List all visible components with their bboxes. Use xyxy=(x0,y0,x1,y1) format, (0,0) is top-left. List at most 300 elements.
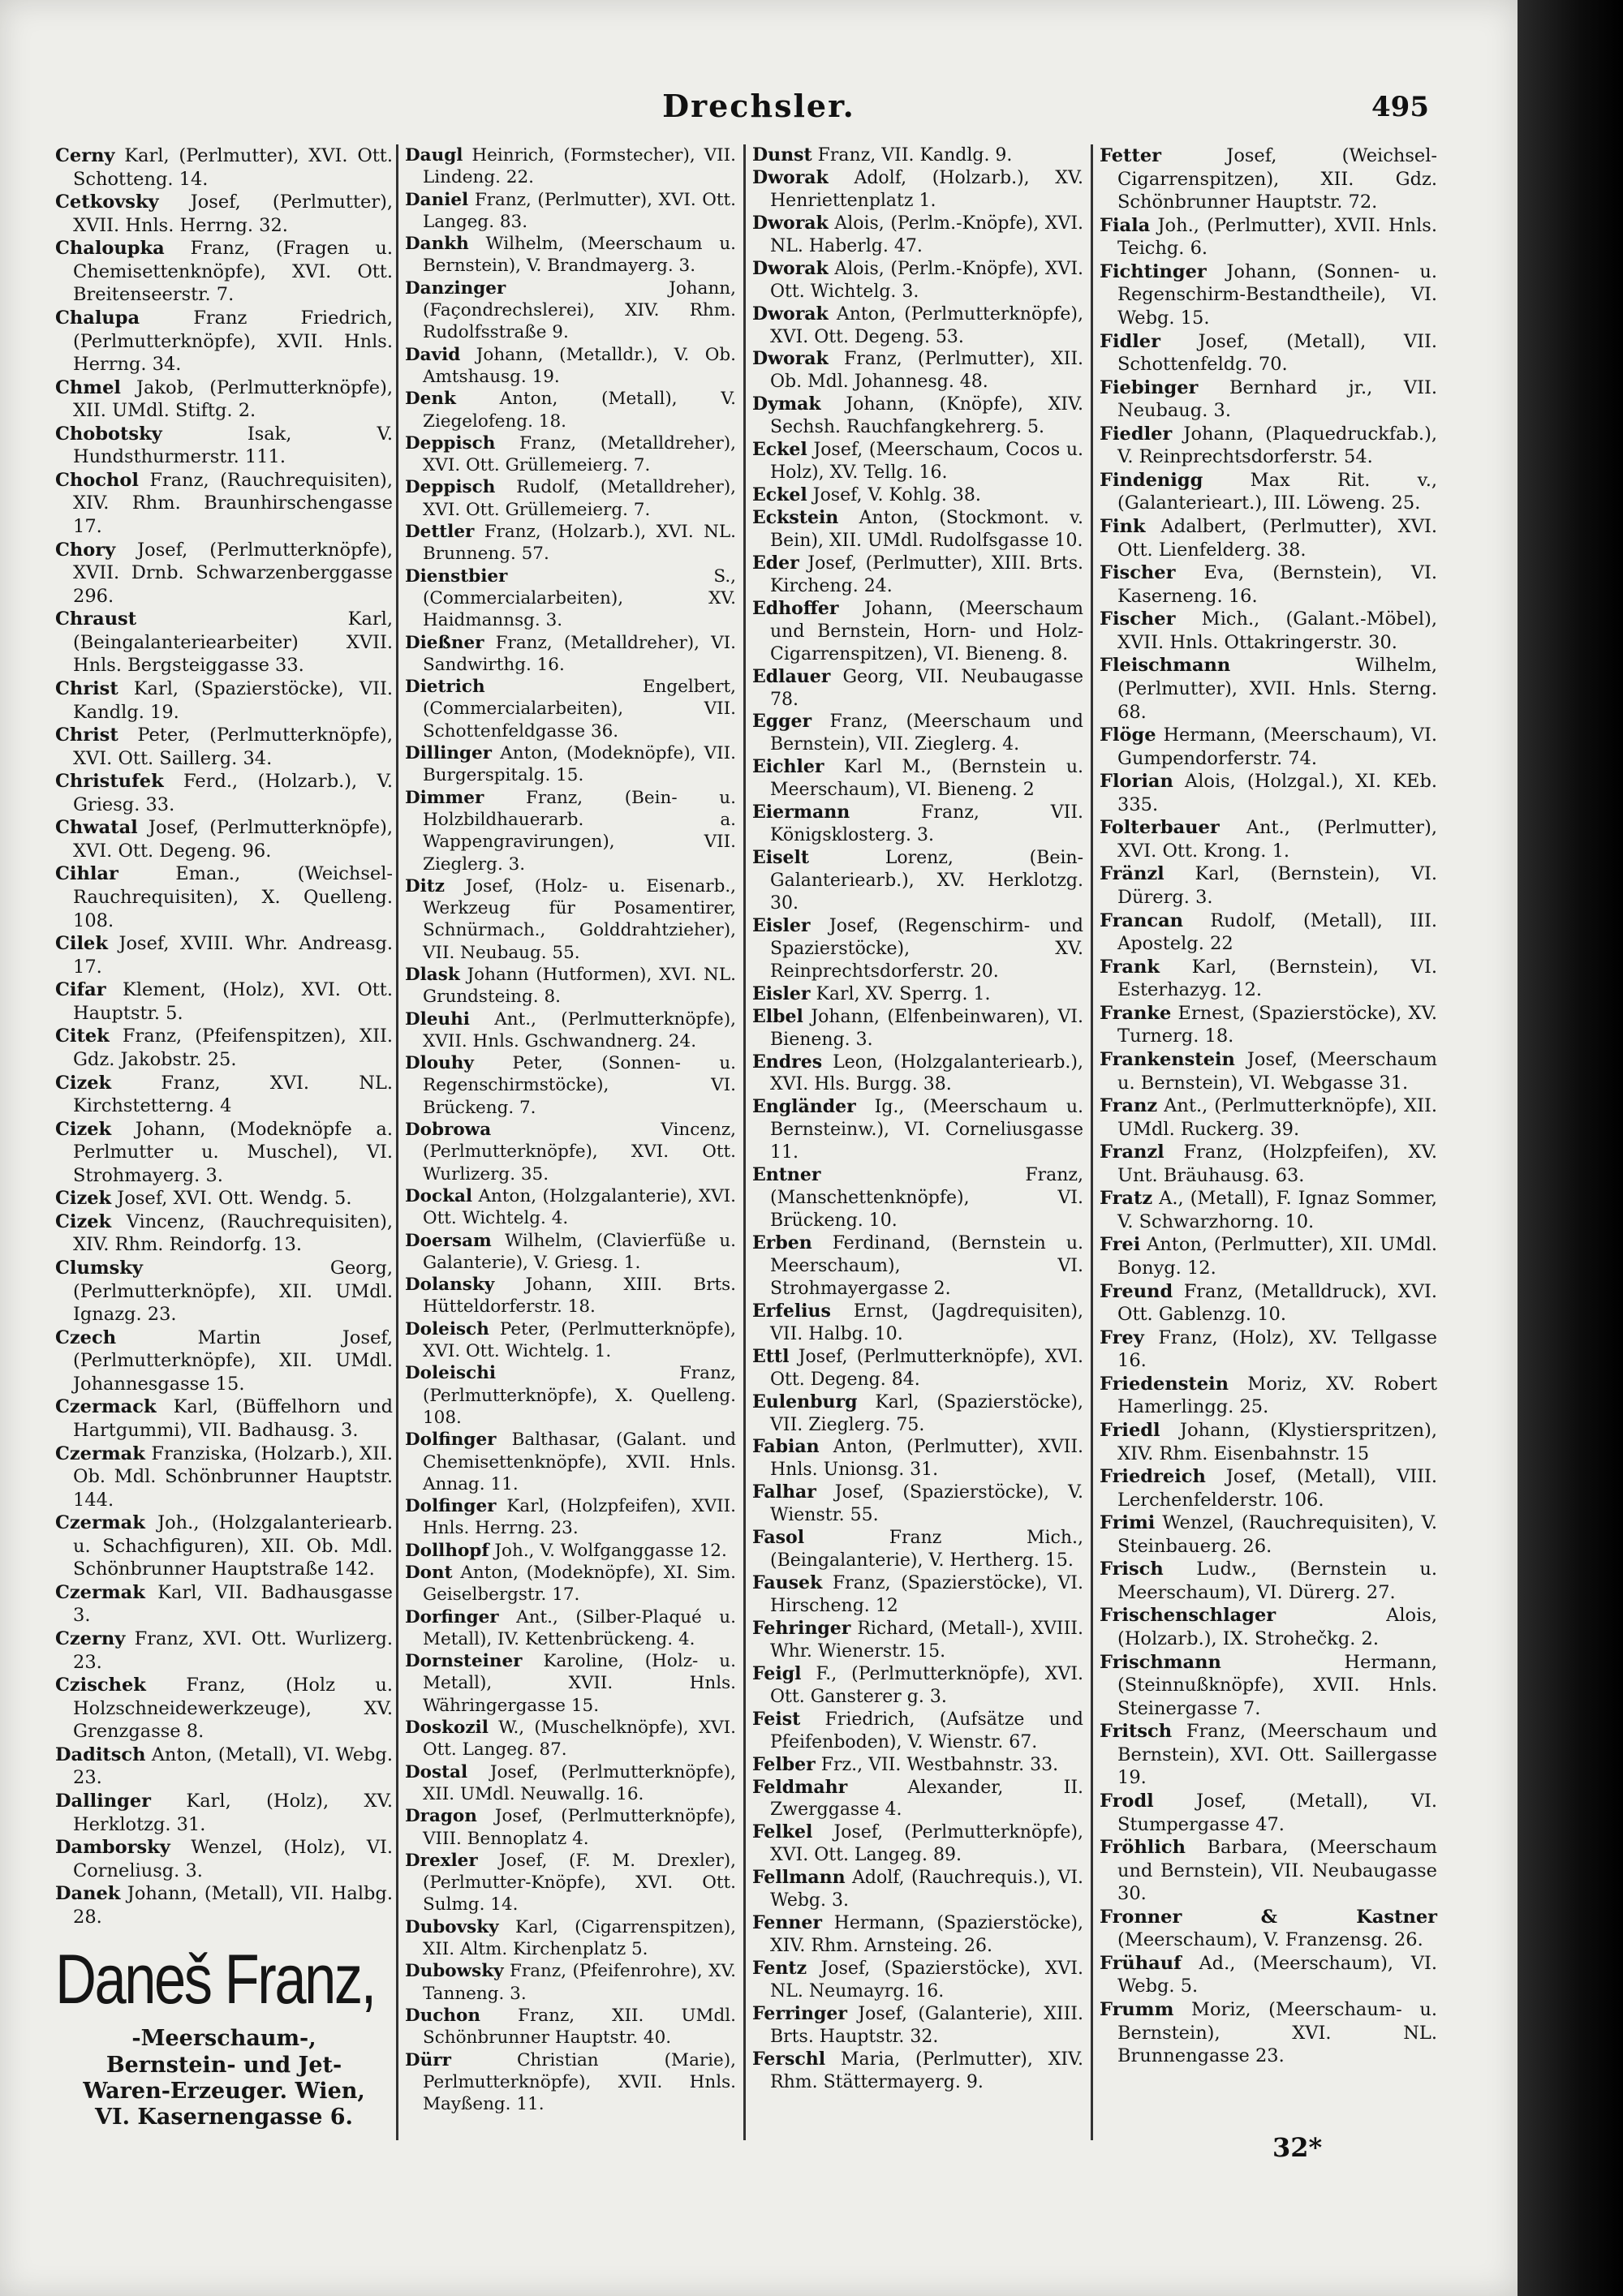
entry-surname: Ettl xyxy=(752,1345,790,1367)
entry-surname: Dolfinger xyxy=(405,1430,497,1451)
entry-details: Engelbert, (Commercialarbeiten), VII. Schottenfeldgasse 36. xyxy=(423,677,736,742)
entry-details: Franz, (Meerschaum und Bernstein), XVI. Ott. Saillergasse 19. xyxy=(1117,1721,1437,1789)
entry-surname: Cilek xyxy=(55,933,108,955)
entry-surname: Dollhopf xyxy=(405,1540,489,1561)
entry-details: Johann, (Metalldr.), V. Ob. Amtshausg. 19. xyxy=(423,344,736,387)
entry-surname: Eisler xyxy=(752,914,811,936)
entry-surname: Dornsteiner xyxy=(405,1651,523,1672)
directory-entry xyxy=(405,1761,736,1806)
entry-surname: Dorfinger xyxy=(405,1606,499,1627)
directory-entry xyxy=(1100,1604,1437,1650)
entry-details: Karl, (Holz), XV. Herklotzg. 31. xyxy=(73,1790,393,1835)
entry-details: Moriz, XV. Robert Hamerlingg. 25. xyxy=(1117,1373,1437,1418)
entry-surname: Dolfinger xyxy=(405,1496,497,1517)
entry-details: Wilhelm, (Meerschaum u. Bernstein), V. Brandmayerg. 3. xyxy=(423,234,736,277)
directory-entry xyxy=(55,1790,393,1836)
directory-entry xyxy=(405,1362,736,1429)
directory-entry xyxy=(405,1916,736,1961)
entry-surname: Engländer xyxy=(752,1096,856,1118)
directory-entry xyxy=(55,1187,393,1210)
entry-details: Johann, (Modeknöpfe a. Perlmutter u. Muschel), VI. Strohmayerg. 3. xyxy=(73,1118,394,1186)
directory-entry xyxy=(752,1867,1083,1912)
entry-surname: Freund xyxy=(1100,1280,1173,1302)
directory-columns xyxy=(55,144,1438,2140)
directory-entry xyxy=(405,1606,736,1651)
entry-details: Anton, (Modeknöpfe), VII. Burgerspitalg. 15. xyxy=(423,743,736,786)
directory-entry xyxy=(752,484,1083,507)
directory-entry xyxy=(405,233,736,277)
directory-entry xyxy=(1100,1558,1437,1604)
entry-details: Franz, VII. Königsklosterg. 3. xyxy=(770,802,1083,846)
entry-surname: Dimmer xyxy=(405,787,484,808)
directory-entry xyxy=(1100,376,1437,423)
entry-surname: Czermak xyxy=(55,1443,145,1464)
directory-entry xyxy=(1100,909,1437,956)
directory-entry xyxy=(752,144,1083,167)
entry-surname: Daditsch xyxy=(55,1743,146,1765)
entry-details: Adolf, (Rauchrequis.), VI. Webg. 3. xyxy=(770,1868,1083,1911)
directory-entry xyxy=(752,167,1083,213)
entry-details: Franz, (Holzarb.), XVI. NL. Brunneng. 57. xyxy=(423,522,736,565)
directory-entry xyxy=(55,307,393,376)
signature-mark: 32* xyxy=(1272,2132,1323,2163)
directory-entry xyxy=(752,303,1083,349)
entry-details: Johann, (Metall), VII. Halbg. 28. xyxy=(73,1883,393,1928)
directory-entry xyxy=(752,1481,1083,1527)
entry-details: Franz, (Fragen u. Chemisettenknöpfe), XVI. Ott. Breitenseerstr. 7. xyxy=(73,238,394,306)
directory-entry xyxy=(1100,956,1437,1002)
entry-surname: Dragon xyxy=(405,1806,477,1827)
directory-entry xyxy=(1100,1790,1437,1836)
entry-details: Anton, (Perlmutter), XII. UMdl. Bonyg. 12. xyxy=(1117,1234,1437,1279)
page-number: 495 xyxy=(1371,91,1429,123)
entry-surname: Fiala xyxy=(1100,214,1151,236)
entry-surname: Clumsky xyxy=(55,1258,143,1279)
entry-details: Ant., (Perlmutterknöpfe), XII. UMdl. Ruckerg. 39. xyxy=(1117,1095,1438,1140)
entry-surname: Fentz xyxy=(752,1958,807,1979)
directory-entry xyxy=(752,1958,1083,2003)
directory-entry xyxy=(405,277,736,344)
entry-surname: Deppisch xyxy=(405,477,496,498)
entry-details: Hermann, (Meerschaum), VI. Gumpendorferstr. 74. xyxy=(1117,724,1438,769)
directory-entry xyxy=(752,1777,1083,1822)
entry-surname: Dubowsky xyxy=(405,1961,504,1982)
entry-surname: Denk xyxy=(405,389,456,410)
entry-surname: Drexler xyxy=(405,1850,478,1871)
entry-surname: Friedreich xyxy=(1100,1466,1206,1488)
entry-details: Joh., (Holzgalanteriearb. u. Schachfiguren), XII. Ob. Mdl. Schönbrunner Hauptstraße 142. xyxy=(73,1512,393,1580)
directory-entry xyxy=(405,344,736,389)
entry-surname: Entner xyxy=(752,1164,821,1186)
entry-surname: Fellmann xyxy=(752,1867,846,1889)
entry-details: Adolf, (Holzarb.), XV. Henriettenplatz 1. xyxy=(770,167,1083,211)
directory-entry xyxy=(405,189,736,234)
directory-entry xyxy=(752,213,1083,258)
directory-entry xyxy=(55,1025,393,1071)
entry-surname: Eulenburg xyxy=(752,1391,858,1412)
directory-entry xyxy=(55,862,393,932)
directory-entry xyxy=(55,1627,393,1674)
entry-surname: Czermak xyxy=(55,1581,145,1603)
entry-details: Franz, (Rauchrequisiten), XIV. Rhm. Braunhirschengasse 17. xyxy=(73,469,393,537)
entry-details: Johann, (Sonnen- u. Regenschirm-Bestandtheile), VI. Webg. 15. xyxy=(1117,260,1438,329)
directory-entry xyxy=(752,1527,1083,1572)
directory-entry xyxy=(1100,1373,1437,1419)
entry-details: Jakob, (Perlmutterknöpfe), XII. UMdl. Stiftg. 2. xyxy=(73,376,393,422)
directory-entry xyxy=(1100,1002,1437,1048)
entry-details: Anton, (Metall), VI. Webg. 23. xyxy=(73,1743,393,1789)
scan-dark-edge xyxy=(1518,0,1623,2296)
entry-details: Josef, (Perlmutterknöpfe), XVI. Ott. Degeng. 96. xyxy=(73,817,394,862)
directory-entry xyxy=(752,1301,1083,1346)
directory-entry xyxy=(55,1743,393,1790)
directory-entry xyxy=(55,724,393,770)
entry-details: Josef, (Perlmutterknöpfe), XVII. Drnb. Schwarzenberggasse 296. xyxy=(73,539,394,607)
entry-details: Alois, (Perlm.-Knöpfe), XVI. Ott. Wichtelg. 3. xyxy=(770,258,1084,302)
entry-surname: David xyxy=(405,344,461,365)
directory-entry xyxy=(405,565,736,632)
directory-entry xyxy=(405,676,736,742)
directory-entry xyxy=(405,388,736,432)
directory-entry xyxy=(405,2005,736,2049)
entry-surname: Eckel xyxy=(752,484,807,506)
entry-details: Ad., (Meerschaum), VI. Webg. 5. xyxy=(1117,1952,1437,1997)
entry-details: (Meerschaum), V. Franzensg. 26. xyxy=(1117,1929,1423,1951)
entry-surname: Christufek xyxy=(55,771,164,793)
directory-entry xyxy=(55,1882,393,1928)
entry-details: Georg, (Perlmutterknöpfe), XII. UMdl. Ignazg. 23. xyxy=(73,1258,393,1326)
entry-details: Heinrich, (Formstecher), VII. Lindeng. 22. xyxy=(423,145,736,188)
entry-details: Franz, XII. UMdl. Schönbrunner Hauptstr. 40. xyxy=(423,2005,736,2049)
entry-details: Josef, (Spazierstöcke), V. Wienstr. 55. xyxy=(770,1482,1083,1526)
directory-entry xyxy=(1100,1465,1437,1511)
entry-surname: Fausek xyxy=(752,1572,823,1594)
entry-details: Rudolf, (Metall), III. Apostelg. 22 xyxy=(1117,909,1437,955)
entry-details: Mich., (Galant.-Möbel), XVII. Hnls. Ottakringerstr. 30. xyxy=(1117,608,1438,653)
directory-entry xyxy=(752,2049,1083,2094)
entry-surname: Dockal xyxy=(405,1185,473,1206)
entry-surname: Frey xyxy=(1100,1326,1144,1348)
directory-entry xyxy=(405,1960,736,2005)
entry-surname: Fischer xyxy=(1100,608,1176,630)
entry-surname: Dworak xyxy=(752,166,829,188)
directory-entry xyxy=(55,1836,393,1882)
entry-details: Josef, (Metall), VIII. Lerchenfelderstr. 106. xyxy=(1117,1466,1438,1511)
entry-details: Bernhard jr., VII. Neubaug. 3. xyxy=(1117,376,1437,422)
directory-entry xyxy=(1100,330,1437,376)
entry-surname: Flöge xyxy=(1100,724,1156,746)
directory-entry xyxy=(752,711,1083,756)
entry-surname: Christ xyxy=(55,724,118,746)
entry-details: Karl, (Büffelhorn und Hartgummi), VII. Badhausg. 3. xyxy=(73,1396,393,1441)
entry-details: Karoline, (Holz- u. Metall), XVII. Hnls. Währingergasse 15. xyxy=(423,1651,736,1716)
entry-surname: Deppisch xyxy=(405,432,496,454)
entry-surname: Dymak xyxy=(752,393,821,415)
directory-entry xyxy=(1100,260,1437,330)
directory-entry xyxy=(1100,816,1437,862)
column-2 xyxy=(396,144,736,2140)
entry-details: Karl, (Bernstein), VI. Esterhazyg. 12. xyxy=(1117,956,1437,1001)
entry-details: Franz, (Bein- u. Holzbildhauerarb. a. Wappengravirungen), VII. Zieglerg. 3. xyxy=(423,787,736,875)
directory-entry xyxy=(752,348,1083,393)
advertisement xyxy=(55,1941,393,2131)
entry-surname: Florian xyxy=(1100,771,1173,793)
directory-entry xyxy=(405,1185,736,1230)
entry-surname: Frisch xyxy=(1100,1559,1164,1580)
directory-entry xyxy=(1100,862,1437,909)
entry-surname: Fidler xyxy=(1100,330,1160,352)
entry-details: Josef, (Perlmutter), XVII. Hnls. Herrng. 32. xyxy=(73,191,393,236)
directory-entry xyxy=(1100,1720,1437,1790)
entry-surname: Dunst xyxy=(752,144,812,166)
directory-entry xyxy=(55,144,393,191)
entry-surname: Eiselt xyxy=(752,847,810,869)
entry-details: Franz Friedrich, (Perlmutterknöpfe), XVII. Hnls. Herrng. 34. xyxy=(73,307,393,376)
entry-surname: Chmel xyxy=(55,376,121,398)
directory-entry xyxy=(752,1391,1083,1437)
directory-entry xyxy=(752,1051,1083,1097)
entry-surname: Egger xyxy=(752,711,812,733)
entry-surname: Erfelius xyxy=(752,1300,831,1322)
entry-details: Eman., (Weichsel-Rauchrequisiten), X. Quelleng. 108. xyxy=(73,863,393,931)
entry-details: Karl, (Bernstein), VI. Dürerg. 3. xyxy=(1117,863,1437,908)
entry-details: Franz, (Meerschaum und Bernstein), VII. Zieglerg. 4. xyxy=(770,712,1083,755)
directory-entry xyxy=(752,1232,1083,1301)
directory-entry xyxy=(752,1572,1083,1618)
directory-entry xyxy=(55,376,393,423)
entry-details: Johann, (Elfenbeinwaren), VI. Bieneng. 3. xyxy=(770,1006,1083,1050)
directory-entry xyxy=(1100,423,1437,469)
entry-details: Peter, (Perlmutterknöpfe), XVI. Ott. Wichtelg. 1. xyxy=(423,1318,736,1362)
entry-details: Josef, (Perlmutter), XIII. Brts. Kircheng. 24. xyxy=(770,553,1083,596)
directory-entry xyxy=(752,258,1083,303)
directory-entry xyxy=(55,1395,393,1442)
entry-details: Karl, (Holzpfeifen), XVII. Hnls. Herrng. 23. xyxy=(423,1496,736,1539)
entry-surname: Endres xyxy=(752,1051,823,1073)
directory-entry xyxy=(55,608,393,677)
directory-entry xyxy=(1100,144,1437,214)
running-head: Drechsler. xyxy=(662,88,855,124)
entry-surname: Friedenstein xyxy=(1100,1373,1229,1395)
directory-entry xyxy=(1100,1906,1437,1952)
entry-details: Johann, XIII. Brts. Hütteldorferstr. 18. xyxy=(423,1275,736,1318)
directory-entry xyxy=(55,932,393,978)
directory-entry xyxy=(1100,1998,1437,2068)
entry-surname: Dworak xyxy=(752,348,829,370)
directory-entry xyxy=(405,432,736,477)
entry-surname: Fränzl xyxy=(1100,863,1165,885)
entry-surname: Falhar xyxy=(752,1481,816,1503)
entry-surname: Doleischi xyxy=(405,1363,496,1384)
column-4 xyxy=(1091,144,1437,2140)
entry-surname: Fasol xyxy=(752,1527,805,1549)
entry-surname: Eichler xyxy=(752,756,824,778)
entry-surname: Daniel xyxy=(405,189,469,210)
entry-surname: Czischek xyxy=(55,1675,146,1696)
entry-details: F., (Perlmutterknöpfe), XVI. Ott. Gansterer g. 3. xyxy=(770,1663,1084,1707)
entry-details: Alois, (Holzgal.), XI. KEb. 335. xyxy=(1117,771,1437,815)
directory-entry xyxy=(752,983,1083,1006)
directory-entry xyxy=(405,1008,736,1053)
directory-entry xyxy=(1100,1233,1437,1279)
entry-surname: Cerny xyxy=(55,145,115,166)
directory-entry xyxy=(752,1006,1083,1051)
directory-entry xyxy=(1100,1187,1437,1233)
entry-surname: Fritsch xyxy=(1100,1721,1173,1743)
directory-entry xyxy=(1100,724,1437,770)
entry-surname: Christ xyxy=(55,677,118,699)
entry-surname: Czermack xyxy=(55,1396,157,1418)
entry-surname: Cizek xyxy=(55,1072,112,1094)
entry-surname: Doersam xyxy=(405,1230,492,1251)
entry-details: Karl, (Beingalanteriearbeiter) XVII. Hnls. Bergsteiggasse 33. xyxy=(73,608,393,677)
entry-details: Ludw., (Bernstein u. Meerschaum), VI. Dürerg. 27. xyxy=(1117,1559,1437,1603)
directory-entry xyxy=(405,476,736,521)
directory-entry xyxy=(405,2049,736,2116)
directory-entry xyxy=(55,816,393,862)
entry-surname: Felber xyxy=(752,1753,816,1775)
entry-details: Josef, (Spazierstöcke), XVI. NL. Neumayrg. 16. xyxy=(770,1958,1083,2001)
directory-entry xyxy=(752,1663,1083,1709)
entry-surname: Friedl xyxy=(1100,1419,1160,1441)
entry-details: Josef, (Meerschaum u. Bernstein), VI. Webgasse 31. xyxy=(1117,1048,1438,1094)
directory-entry xyxy=(752,1618,1083,1663)
entry-details: Joh., (Perlmutter), XVII. Hnls. Teichg. 6. xyxy=(1117,214,1437,260)
entry-surname: Dillinger xyxy=(405,743,492,764)
entry-details: Anton, (Holzgalanterie), XVI. Ott. Wichtelg. 4. xyxy=(423,1185,736,1229)
entry-details: Franz, XVI. NL. Kirchstetterng. 4 xyxy=(73,1072,394,1117)
entry-details: Friedrich, (Aufsätze und Pfeifenboden), V. Wienstr. 67. xyxy=(770,1709,1083,1752)
entry-details: W., (Muschelknöpfe), XVI. Ott. Langeg. 87. xyxy=(423,1718,736,1761)
entry-surname: Dienstbier xyxy=(405,565,508,587)
entry-surname: Francan xyxy=(1100,909,1184,931)
directory-entry xyxy=(55,770,393,816)
entry-details: Georg, VII. Neubaugasse 78. xyxy=(770,666,1083,710)
entry-details: Franz, (Metalldruck), XVI. Ott. Gablenzg. 10. xyxy=(1117,1280,1438,1326)
entry-details: Ant., (Perlmutterknöpfe), XVII. Hnls. Gschwandnerg. 24. xyxy=(423,1008,736,1051)
directory-entry xyxy=(1100,608,1437,654)
directory-entry xyxy=(1100,1836,1437,1906)
directory-entry xyxy=(1100,1141,1437,1187)
directory-entry xyxy=(405,1717,736,1761)
column-3 xyxy=(743,144,1083,2140)
entry-surname: Chobotsky xyxy=(55,423,162,445)
entry-surname: Cifar xyxy=(55,979,106,1001)
directory-entry xyxy=(1100,1419,1437,1465)
entry-details: Johann (Hutformen), XVI. NL. Grundsteing. 8. xyxy=(423,964,736,1008)
entry-surname: Fabian xyxy=(752,1436,820,1458)
entry-details: Johann, (Façondrechslerei), XIV. Rhm. Rudolfsstraße 9. xyxy=(423,277,736,343)
directory-entry xyxy=(752,1436,1083,1481)
entry-surname: Fratz xyxy=(1100,1188,1153,1210)
directory-entry xyxy=(55,1443,393,1512)
entry-surname: Ferringer xyxy=(752,2002,847,2024)
entry-surname: Chaloupka xyxy=(55,238,165,260)
entry-surname: Feldmahr xyxy=(752,1776,848,1798)
entry-surname: Fiedler xyxy=(1100,423,1173,445)
entry-surname: Fleischmann xyxy=(1100,655,1231,677)
entry-details: Max Rit. v., (Galanterieart.), III. Löweng. 25. xyxy=(1117,469,1438,514)
directory-entry xyxy=(752,802,1083,847)
entry-details: Karl, (Cigarrenspitzen), XII. Altm. Kirchenplatz 5. xyxy=(423,1916,736,1960)
entry-surname: Dworak xyxy=(752,212,829,234)
entry-details: Moriz, (Meerschaum- u. Bernstein), XVI. NL. Brunnengasse 23. xyxy=(1117,1999,1437,2067)
directory-entry xyxy=(1100,1511,1437,1558)
directory-entry xyxy=(752,1754,1083,1777)
entry-details: Ernest, (Spazierstöcke), XV. Turnerg. 18. xyxy=(1117,1002,1438,1047)
entry-details: Alexander, II. Zwerggasse 4. xyxy=(770,1777,1084,1821)
entry-details: Ernst, (Jagdrequisiten), VII. Halbg. 10. xyxy=(770,1301,1083,1344)
entry-surname: Danek xyxy=(55,1883,121,1905)
entry-surname: Findenigg xyxy=(1100,469,1203,491)
directory-entry xyxy=(55,978,393,1025)
entry-details: Anton, (Perlmutterknöpfe), XVI. Ott. Degeng. 53. xyxy=(770,303,1083,347)
entry-details: Franz, (Metalldreher), VI. Sandwirthg. 16. xyxy=(423,632,737,675)
column-2-entries xyxy=(405,144,736,2115)
entry-surname: Damborsky xyxy=(55,1837,170,1859)
entry-surname: Dießner xyxy=(405,632,484,653)
entry-surname: Feist xyxy=(752,1708,801,1730)
entry-details: Karl, (Perlmutter), XVI. Ott. Schotteng. 14. xyxy=(73,145,394,190)
advertisement-text: -Meerschaum-, Bernstein- und Jet-Waren-Erzeuger. Wien, VI. Kasernengasse 6. xyxy=(83,2026,365,2130)
entry-details: Franz Mich., (Beingalanterie), V. Hertherg. 15. xyxy=(770,1528,1083,1572)
entry-details: Lorenz, (Bein-Galanteriearb.), XV. Herklotzg. 30. xyxy=(770,848,1084,914)
entry-details: Franz, (Manschettenknöpfe), VI. Brückeng. 10. xyxy=(770,1165,1083,1232)
entry-surname: Elbel xyxy=(752,1005,803,1027)
entry-details: Ant., (Silber-Plaqué u. Metall), IV. Kettenbrückeng. 4. xyxy=(423,1606,736,1649)
directory-entry xyxy=(752,598,1083,666)
directory-entry xyxy=(405,875,736,964)
directory-entry xyxy=(1100,515,1437,561)
entry-details: Franz, (Perlmutterknöpfe), X. Quelleng. 108. xyxy=(423,1363,736,1428)
directory-entry xyxy=(752,553,1083,598)
entry-surname: Dobrowa xyxy=(405,1120,492,1141)
entry-details: Josef, (Perlmutterknöpfe), XVI. Ott. Degeng. 84. xyxy=(770,1346,1083,1390)
entry-surname: Fink xyxy=(1100,516,1146,537)
entry-details: Martin Josef, (Perlmutterknöpfe), XII. UMdl. Johannesgasse 15. xyxy=(73,1326,393,1395)
entry-details: Josef, (Galanterie), XIII. Brts. Hauptstr. 32. xyxy=(770,2003,1083,2047)
entry-details: Vincenz, (Rauchrequisiten), XIV. Rhm. Reindorfg. 13. xyxy=(73,1210,393,1256)
entry-details: Ferd., (Holzarb.), V. Griesg. 33. xyxy=(73,771,393,815)
entry-details: Franz, (Pfeifenrohre), XV. Tanneng. 3. xyxy=(423,1961,736,2004)
entry-details: Wilhelm, (Perlmutter), XVII. Hnls. Sterng. 68. xyxy=(1117,655,1437,723)
entry-surname: Frank xyxy=(1100,956,1160,978)
entry-surname: Dubovsky xyxy=(405,1916,499,1937)
entry-details: Isak, V. Hundsthurmerstr. 111. xyxy=(73,423,393,468)
entry-surname: Fiebinger xyxy=(1100,376,1199,398)
directory-entry xyxy=(405,1429,736,1495)
entry-surname: Cizek xyxy=(55,1210,112,1232)
directory-entry xyxy=(752,439,1083,484)
entry-surname: Czerny xyxy=(55,1628,126,1649)
entry-surname: Franzl xyxy=(1100,1142,1165,1163)
directory-entry xyxy=(405,1850,736,1916)
directory-entry xyxy=(1100,654,1437,724)
entry-surname: Eckstein xyxy=(752,507,839,528)
entry-details: Hermann, (Steinnußknöpfe), XVII. Hnls. Steinergasse 7. xyxy=(1117,1651,1437,1719)
entry-surname: Dworak xyxy=(752,303,829,325)
directory-entry xyxy=(405,521,736,565)
directory-entry xyxy=(752,756,1083,802)
entry-surname: Frimi xyxy=(1100,1512,1156,1534)
entry-surname: Eder xyxy=(752,552,799,574)
directory-entry xyxy=(1100,1094,1437,1141)
entry-details: Josef, (Perlmutterknöpfe), VIII. Bennoplatz 4. xyxy=(423,1806,736,1849)
entry-surname: Czech xyxy=(55,1326,117,1348)
directory-entry xyxy=(405,1562,736,1606)
directory-entry xyxy=(405,964,736,1008)
directory-entry xyxy=(1100,1651,1437,1721)
